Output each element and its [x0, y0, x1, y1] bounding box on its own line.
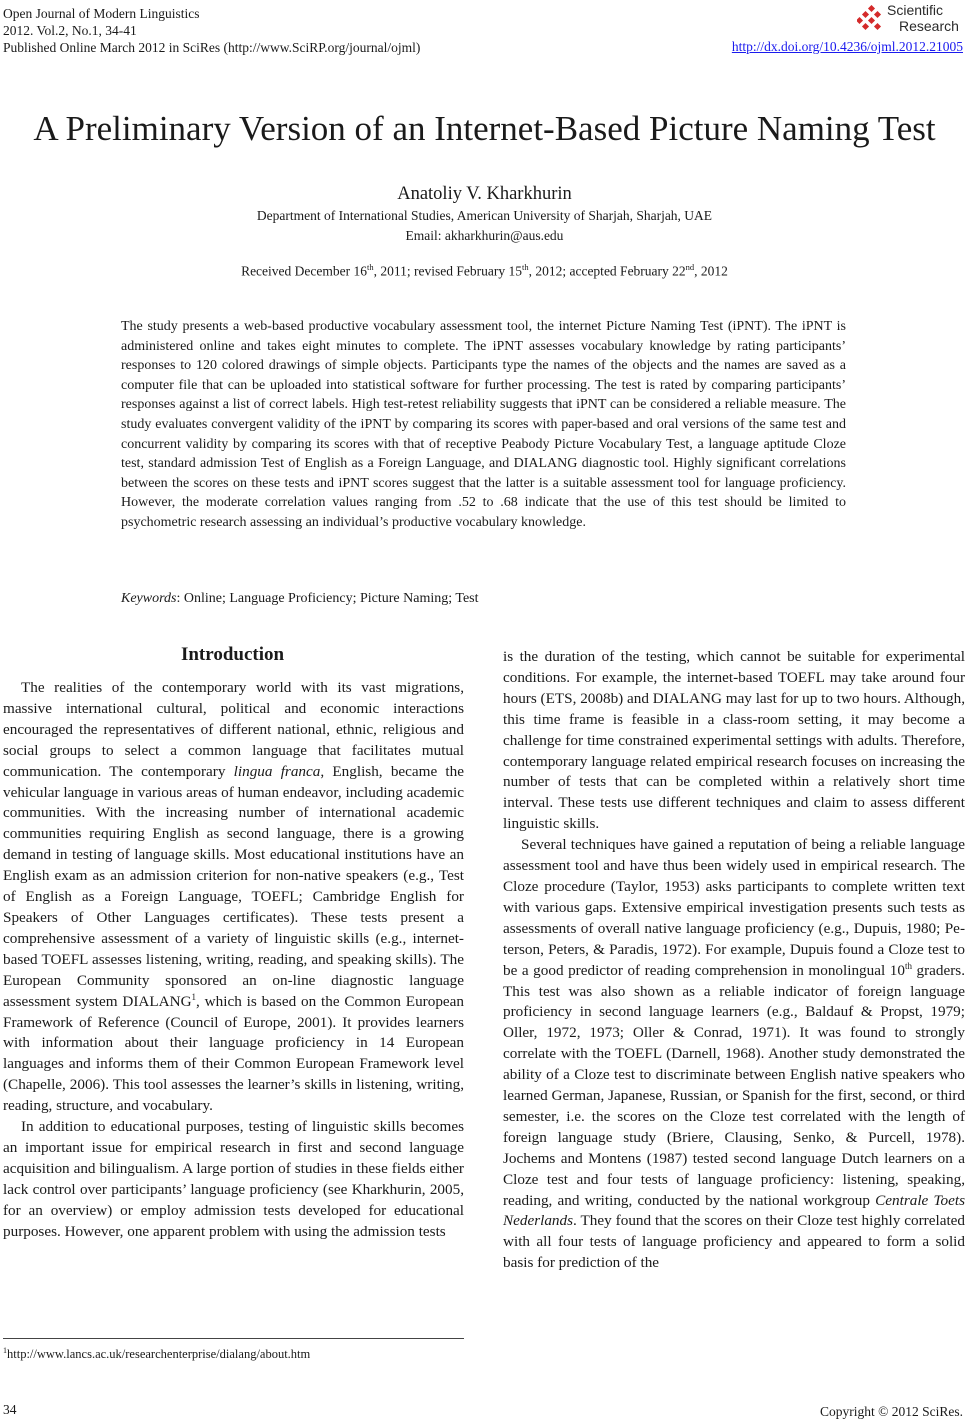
- author-name: Anatoliy V. Kharkhurin: [397, 184, 572, 204]
- text-run: Several techniques have gained a reputation of being a reliable language assessment tool and have thus been widely used in empirical research. The Cloze procedure (Taylor, 1953) asks participants to complete written text with various gaps. Extensive empirical investigation presents such tests as assessments of overall native language proficiency (e.g., Dupuis, 1980; Peterson, Peters, & Paradis, 1972). For example, Dupuis found a Cloze test to be a good predictor of reading comprehension in monolingual 10: [503, 836, 965, 979]
- text-run: , which is based on the Common European Framework of Reference (Council of Europe, 2001). It provides learners with information about their language proficiency in 14 European languages and informs them of their Common European Framework level (Chapelle, 2006). This tool assesses the learner’s skills in listening, writing, reading, structure, and vocabulary.: [3, 992, 464, 1115]
- footnote-url[interactable]: http://www.lancs.ac.uk/researchenterprise/dialang/about.htm: [7, 1347, 311, 1362]
- abstract: The study presents a web-based productive vocabulary assessment tool, the internet Picture Naming Test (iPNT). The iPNT is administered online and takes eight minutes to complete. The iPNT assesses vocabulary knowledge by rating participants’ responses to 120 colored drawings of simple objects. Participants type the names of the objects and the names are saved as a computer file that can be uploaded into statistical software for further processing. The test is rated by comparing participants’ responses against a list of correct labels. High test-retest reliability suggests that iPNT can be considered a reliable measure. The study evaluates convergent validity of the iPNT by comparing its scores with paper-based and oral versions of the same test and concurrent validity by comparing its scores with that of receptive Peabody Picture Vocabulary Test, a language aptitude Cloze test, standard admission Test of English as a Foreign Language, and DIALANG diagnostic tool. Highly significant correlations between the scores on these tests and iPNT scores suggest that the latter is a suitable assessment tool for language proficiency. However, the moderate correlation values ranging from .52 to .68 indicate that the use of this test should be limited to psychometric research assessing an individual’s productive vocabulary knowledge.: [121, 319, 846, 530]
- intro-paragraph-1: [3, 678, 464, 1117]
- doi-link[interactable]: http://dx.doi.org/10.4236/ojml.2012.21005: [731, 39, 963, 54]
- journal-header: [3, 5, 420, 56]
- footnote-divider: [3, 1338, 464, 1339]
- dates-end: , 2012: [694, 263, 728, 279]
- logo-line-1: Scientific: [887, 2, 944, 18]
- accepted-date: , 2012; accepted February 22: [528, 263, 686, 279]
- intro-paragraph-4: [503, 835, 965, 1274]
- keywords-text: : Online; Language Proficiency; Picture Naming; Test: [176, 591, 479, 606]
- scientific-research-logo: [857, 2, 965, 38]
- intro-paragraph-2: In addition to educational purposes, testing of linguistic skills becomes an important issue for empirical research in first and second language acquisition and bilingualism. A large portion of studies in these fields either lack control over participants’ language proficiency (see Kharkhurin, 2005, for an overview) or employ admission tests developed for educational purposes. However, one apparent problem with using the admission tests: [3, 1118, 464, 1240]
- submission-dates: [0, 262, 969, 280]
- footnote: [3, 1346, 310, 1362]
- revised-sup: th: [521, 262, 529, 272]
- revised-date: , 2011; revised February 15: [373, 263, 522, 279]
- left-column: [3, 678, 464, 1242]
- received-sup: th: [367, 262, 374, 272]
- accepted-sup: nd: [685, 262, 695, 272]
- text-run: , English, became the vehicular language in various areas of human endeavor, including academic communities. With the increasing number of international academic communities requiring English as second language, there is a growing demand in testing of language skills. Most educational institutions have an English exam as an admission criterion for non-native speakers (e.g., Test of English as a Foreign Language, TOEFL; Cambridge English for Speakers of Other Languages certificates). These tests present a comprehensive assessment of a variety of linguistic skills (e.g., internet-based TOEFL assesses listening, writing, reading, and speaking skills). The European Community sponsored an on-line diagnostic language assessment system DIALANG: [3, 762, 464, 1010]
- copyright: Copyright © 2012 SciRes.: [819, 1404, 963, 1419]
- right-column: [503, 647, 965, 1274]
- journal-published: Published Online March 2012 in SciRes (http://www.SciRP.org/journal/ojml): [3, 40, 421, 55]
- intro-paragraph-3: is the duration of the testing, which cannot be suitable for experimental conditions. For example, the internet-based TOEFL may take around four hours (ETS, 2008b) and DIALANG may last for up to two hours. Although, this time frame is feasible in a class-room setting, it may become a challenge for time constrained experimental settings with adults. Therefore, contemporary language related empirical research focuses on increasing the number of tests that can be completed within a relatively short time interval. These tests use different techniques and claim to assess different linguistic skills.: [503, 648, 965, 833]
- italic-run: lingua franca: [233, 762, 321, 780]
- author-affiliation: Department of International Studies, American University of Sharjah, Sharjah, UAE: [256, 208, 713, 223]
- italic-run: Centrale Toets Nederlands: [503, 1191, 965, 1230]
- page-number: 34: [3, 1402, 17, 1417]
- footnote-marker: 1: [3, 1346, 7, 1355]
- footnote-ref: 1: [191, 991, 197, 1002]
- keywords-label: Keywords: [121, 591, 177, 606]
- journal-name: Open Journal of Modern Linguistics: [3, 6, 200, 21]
- logo-diamond-icon: [857, 5, 885, 33]
- paper-title: A Preliminary Version of an Internet-Based Picture Naming Test: [33, 109, 936, 148]
- introduction-heading: Introduction: [180, 644, 285, 665]
- superscript: th: [904, 960, 912, 971]
- author-email: Email: akharkhurin@aus.edu: [405, 228, 564, 243]
- journal-volume: 2012. Vol.2, No.1, 34-41: [3, 23, 137, 38]
- text-run: The realities of the contemporary world with its vast migrations, massive international cultural, political and economic interactions encouraged the representatives of different national, ethnic, religious and social groups to select a common language that facilitates mutual communication. The contemporary: [3, 679, 464, 780]
- text-run: . They found that the scores on their Cloze test highly correlated with all four tests of language proficiency and appeared to form a solid basis for prediction of the: [503, 1212, 965, 1272]
- text-run: graders. This test was also shown as a reliable indicator of foreign language proficiency in second language learners (e.g., Baldauf & Propst, 1979; Oller, 1972, 1973; Oller & Conrad, 1971). It was found to strongly correlate with the TOEFL (Darnell, 1968). Another study demonstrated the ability of a Cloze test to discriminate between English native speakers who learned German, Japanese, Russian, or Spanish for the first, second, or third semester, i.e. the scores on the Cloze test correlated with the length of foreign language study (Briere, Clausing, Senko, & Purcell, 1978). Jochems and Montens (1987) tested second language Dutch learners on a Cloze test and four tests of language proficiency: listening, speaking, reading, and writing, conducted by the national workgroup: [503, 961, 965, 1209]
- logo-text: [887, 2, 959, 34]
- keywords: [121, 591, 846, 607]
- logo-line-2: Research: [899, 18, 959, 34]
- received-date: Received December 16: [241, 263, 367, 279]
